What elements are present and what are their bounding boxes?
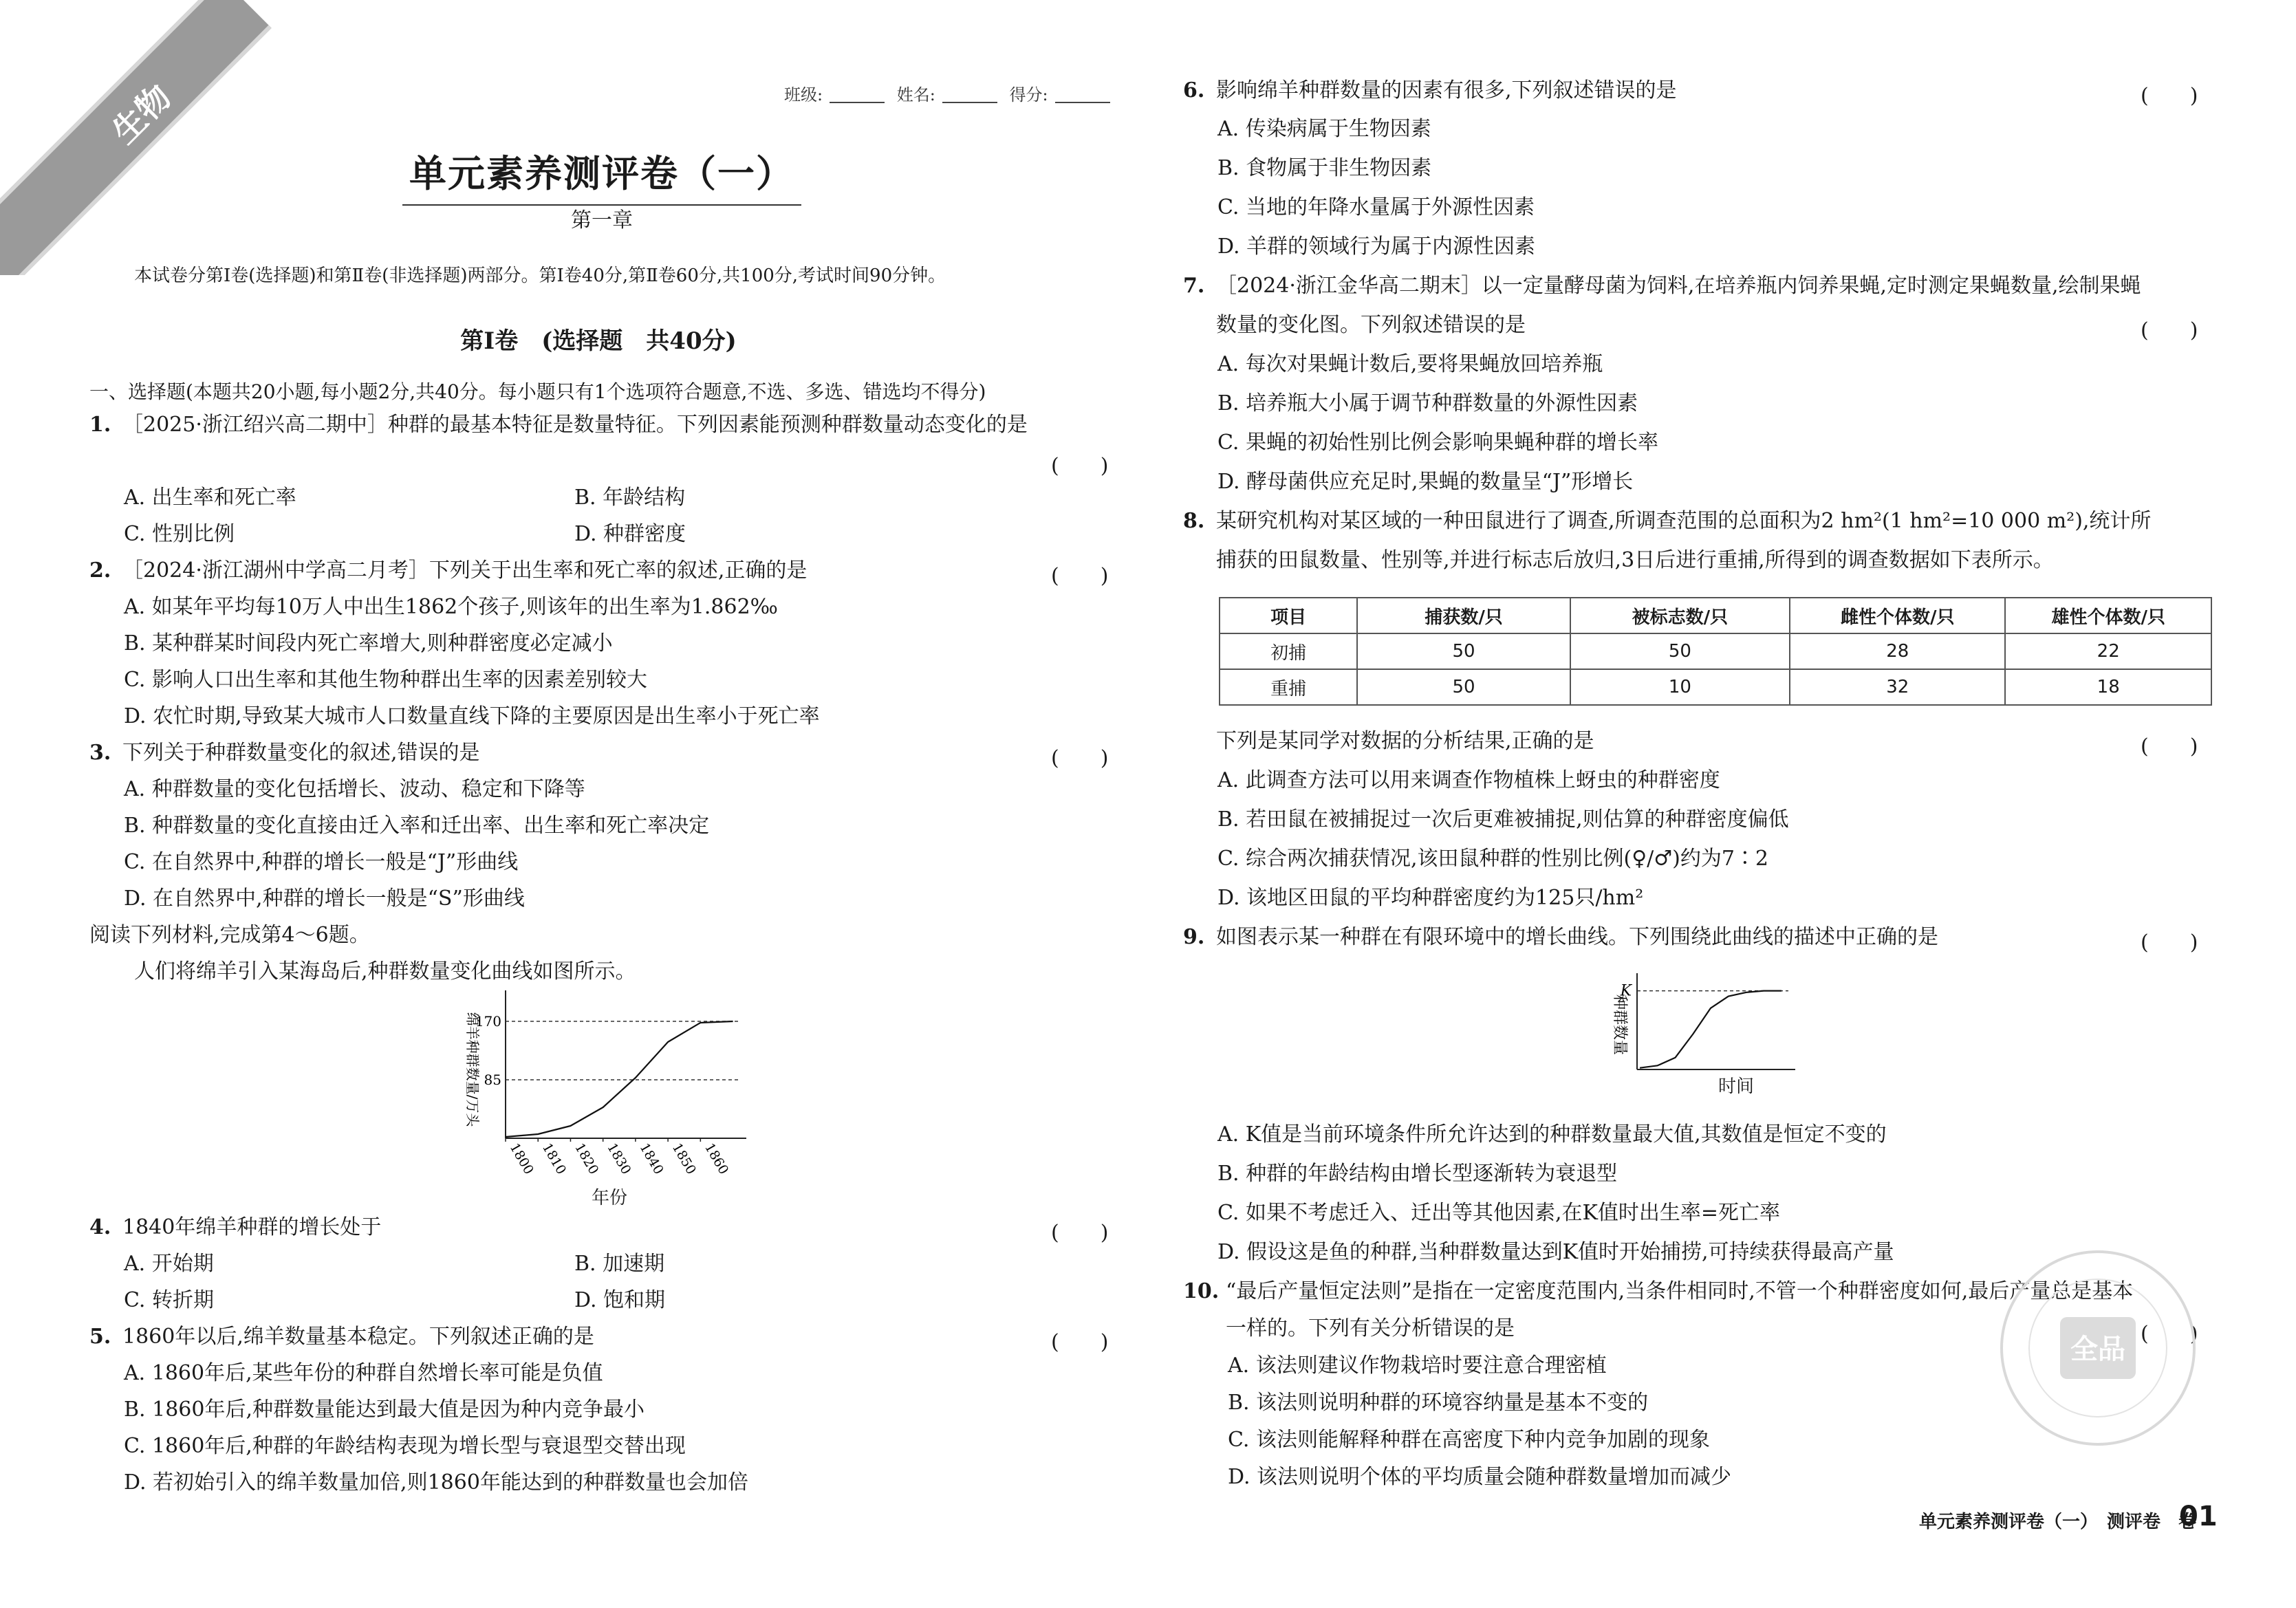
q3-option-d: D. 在自然界中,种群的增长一般是“S”形曲线 [124,887,525,911]
chapter-subtitle: 第一章 [571,208,633,232]
q2-option-d: D. 农忙时期,导致某大城市人口数量直线下降的主要原因是出生率小于死亡率 [124,704,820,728]
table-cell: 初捕 [1220,633,1357,669]
publisher-seal-watermark [1995,1245,2201,1451]
x-tick-label: 1810 [539,1140,570,1177]
growth-curve [1640,991,1781,1068]
q10-option-d: D. 该法则说明个体的平均质量会随种群数量增加而减少 [1228,1465,1732,1489]
q2-option-c: C. 影响人口出生率和其他生物种群出生率的因素差别较大 [124,668,647,692]
q4-number: 4. [89,1215,111,1239]
q9-answer-paren: ( ) [2141,931,2198,955]
table-cell: 重捕 [1220,669,1357,705]
q5-option-a: A. 1860年后,某些年份的种群自然增长率可能是负值 [124,1361,603,1385]
q10-stem-line2: 一样的。下列有关分析错误的是 [1226,1316,1515,1340]
q7-stem-line1: ［2024·浙江金华高二期末］以一定量酵母菌为饲料,在培养瓶内饲养果蝇,定时测定果蝇数量,绘制果蝇 [1216,274,2141,298]
table-cell: 10 [1570,669,1790,705]
class-label: 班级: [784,85,823,105]
k-chart-xlabel: 时间 [1718,1076,1755,1097]
q8-answer-paren: ( ) [2141,735,2198,759]
q3-answer-paren: ( ) [1051,746,1109,770]
table-cell: 32 [1790,669,2005,705]
exam-instructions: 本试卷分第Ⅰ卷(选择题)和第Ⅱ卷(非选择题)两部分。第Ⅰ卷40分,第Ⅱ卷60分,共100分,考试时间90分钟。 [134,265,946,286]
q1-number: 1. [89,413,111,437]
q3-option-a: A. 种群数量的变化包括增长、波动、稳定和下降等 [124,777,585,801]
table-header-cell: 捕获数/只 [1357,598,1570,633]
q5-option-c: C. 1860年后,种群的年龄结构表现为增长型与衰退型交替出现 [124,1434,686,1458]
q6-number: 6. [1183,78,1205,102]
q6-stem: 影响绵羊种群数量的因素有很多,下列叙述错误的是 [1216,78,1677,102]
sheep-chart-xlabel: 年份 [592,1188,628,1208]
x-tick-label: 1830 [604,1140,634,1177]
q10-option-b: B. 该法则说明种群的环境容纳量是基本不变的 [1228,1391,1649,1415]
page-title: 单元素养测评卷（一） [402,144,801,206]
name-label: 姓名: [896,85,935,105]
q9-option-d: D. 假设这是鱼的种群,当种群数量达到K值时开始捕捞,可持续获得最高产量 [1217,1240,1894,1264]
q7-stem-line2: 数量的变化图。下列叙述错误的是 [1216,313,1526,337]
x-tick-label: 1840 [636,1140,667,1177]
q3-option-c: C. 在自然界中,种群的增长一般是“J”形曲线 [124,850,519,874]
q2-number: 2. [89,558,111,583]
k-tick-label: K [1620,982,1632,1000]
q10-number: 10. [1183,1279,1220,1303]
table-header-cell: 雌性个体数/只 [1790,598,2005,633]
q5-number: 5. [89,1325,111,1349]
table-row [1220,669,2211,705]
q3-stem: 下列关于种群数量变化的叙述,错误的是 [122,741,480,765]
part1-heading: 第Ⅰ卷 (选择题 共40分) [460,327,737,355]
sheep-population-chart [440,984,757,1210]
q6-answer-paren: ( ) [2141,84,2198,108]
class-blank [830,87,885,103]
q2-option-a: A. 如某年平均每10万人中出生1862个孩子,则该年的出生率为1.862‰ [124,595,778,619]
q8-option-b: B. 若田鼠在被捕捉过一次后更难被捕捉,则估算的种群密度偏低 [1217,807,1789,832]
table-row [1220,633,2211,669]
q1-option-c: C. 性别比例 [124,522,235,546]
q8-number: 8. [1183,509,1205,533]
y-tick-label: 85 [484,1072,501,1088]
x-tick-label: 1800 [506,1140,537,1177]
q7-option-d: D. 酵母菌供应充足时,果蝇的数量呈“J”形增长 [1217,470,1634,494]
table-header-cell: 被标志数/只 [1570,598,1790,633]
q7-answer-paren: ( ) [2141,318,2198,343]
q1-answer-paren: ( ) [1051,454,1109,478]
reading-text: 人们将绵羊引入某海岛后,种群数量变化曲线如图所示。 [134,959,636,984]
logistic-growth-chart [1589,966,1809,1104]
q9-option-c: C. 如果不考虑迁入、迁出等其他因素,在K值时出生率=死亡率 [1217,1201,1781,1225]
x-tick-label: 1850 [669,1140,700,1177]
q8-option-c: C. 综合两次捕获情况,该田鼠种群的性别比例(♀/♂)约为7∶2 [1217,847,1769,871]
seal-center-text: 全品 [2070,1334,2125,1365]
q2-option-b: B. 某种群某时间段内死亡率增大,则种群密度必定减小 [124,631,613,655]
student-info-header [784,81,1117,105]
q2-answer-paren: ( ) [1051,564,1109,588]
table-cell: 28 [1790,633,2005,669]
q1-option-b: B. 年龄结构 [574,486,686,510]
y-axis-label: 种群数量 [1611,994,1628,1056]
q3-option-b: B. 种群数量的变化直接由迁入率和迁出率、出生率和死亡率决定 [124,814,710,838]
q5-option-d: D. 若初始引入的绵羊数量加倍,则1860年能达到的种群数量也会加倍 [124,1470,748,1495]
table-header-cell: 项目 [1220,598,1357,633]
q8-stem-line2: 捕获的田鼠数量、性别等,并进行标志后放归,3日后进行重捕,所得到的调查数据如下表所示。 [1216,548,2054,572]
q1-option-a: A. 出生率和死亡率 [124,486,296,510]
q9-number: 9. [1183,925,1205,949]
q2-stem: ［2024·浙江湖州中学高二月考］下列关于出生率和死亡率的叙述,正确的是 [122,558,808,583]
page-number: 01 [2179,1501,2218,1532]
section1-heading: 一、选择题(本题共20小题,每小题2分,共40分。每小题只有1个选项符合题意,不选、多选、错选均不得分) [89,380,986,403]
q7-option-b: B. 培养瓶大小属于调节种群数量的外源性因素 [1217,391,1638,415]
q5-stem: 1860年以后,绵羊数量基本稳定。下列叙述正确的是 [122,1325,594,1349]
q4-answer-paren: ( ) [1051,1221,1109,1245]
q8-option-d: D. 该地区田鼠的平均种群密度约为125只/hm² [1217,886,1644,910]
q7-number: 7. [1183,274,1205,298]
y-axis-label: 绵羊种群数量/万头 [464,1012,481,1127]
q4-option-d: D. 饱和期 [574,1288,666,1312]
q8-stem-line3: 下列是某同学对数据的分析结果,正确的是 [1216,729,1594,753]
name-blank [942,87,997,103]
footer-label: 单元素养测评卷（一） 测评卷 卷 [1919,1512,2197,1532]
q5-option-b: B. 1860年后,种群数量能达到最大值是因为种内竞争最小 [124,1398,645,1422]
subject-label: 生物 [105,77,180,152]
q1-stem: ［2025·浙江绍兴高二期中］种群的最基本特征是数量特征。下列因素能预测种群数量动态变化的是 [122,413,1028,437]
q3-number: 3. [89,741,111,765]
capture-data-table [1219,597,2212,706]
q10-stem-line1: “最后产量恒定法则”是指在一定密度范围内,当条件相同时,不管一个种群密度如何,最后产量总是基本 [1226,1279,2134,1303]
table-cell: 18 [2005,669,2211,705]
q4-option-a: A. 开始期 [124,1252,214,1276]
q6-option-d: D. 羊群的领域行为属于内源性因素 [1217,235,1536,259]
q4-option-b: B. 加速期 [574,1252,665,1276]
q9-option-a: A. K值是当前环境条件所允许达到的种群数量最大值,其数值是恒定不变的 [1217,1122,1887,1147]
q7-option-a: A. 每次对果蝇计数后,要将果蝇放回培养瓶 [1217,352,1603,376]
q10-option-c: C. 该法则能解释种群在高密度下种内竞争加剧的现象 [1228,1428,1710,1452]
q10-option-a: A. 该法则建议作物栽培时要注意合理密植 [1228,1354,1607,1378]
q6-option-b: B. 食物属于非生物因素 [1217,156,1432,180]
q8-option-a: A. 此调查方法可以用来调查作物植株上蚜虫的种群密度 [1217,768,1720,792]
table-header-cell: 雄性个体数/只 [2005,598,2211,633]
q9-option-b: B. 种群的年龄结构由增长型逐渐转为衰退型 [1217,1162,1618,1186]
score-blank [1055,87,1110,103]
population-curve [506,1021,733,1137]
x-tick-label: 1820 [572,1140,602,1177]
q10-answer-paren: ( ) [2141,1322,2198,1346]
q9-stem: 如图表示某一种群在有限环境中的增长曲线。下列围绕此曲线的描述中正确的是 [1216,925,1938,949]
subject-corner-tab [0,0,275,275]
table-header-row [1220,598,2211,633]
q7-option-c: C. 果蝇的初始性别比例会影响果蝇种群的增长率 [1217,431,1658,455]
table-cell: 50 [1570,633,1790,669]
reading-intro: 阅读下列材料,完成第4～6题。 [89,923,370,947]
score-label: 得分: [1009,85,1048,105]
q5-answer-paren: ( ) [1051,1330,1109,1354]
table-cell: 50 [1357,669,1570,705]
q6-option-a: A. 传染病属于生物因素 [1217,117,1431,141]
q1-option-d: D. 种群密度 [574,522,686,546]
x-tick-label: 1860 [702,1140,732,1177]
q6-option-c: C. 当地的年降水量属于外源性因素 [1217,195,1535,219]
y-tick-label: 170 [475,1013,501,1030]
table-cell: 22 [2005,633,2211,669]
q4-stem: 1840年绵羊种群的增长处于 [122,1215,382,1239]
table-cell: 50 [1357,633,1570,669]
q8-stem-line1: 某研究机构对某区域的一种田鼠进行了调查,所调查范围的总面积为2 hm²(1 hm²=10 000 m²),统计所 [1216,509,2152,533]
q4-option-c: C. 转折期 [124,1288,214,1312]
